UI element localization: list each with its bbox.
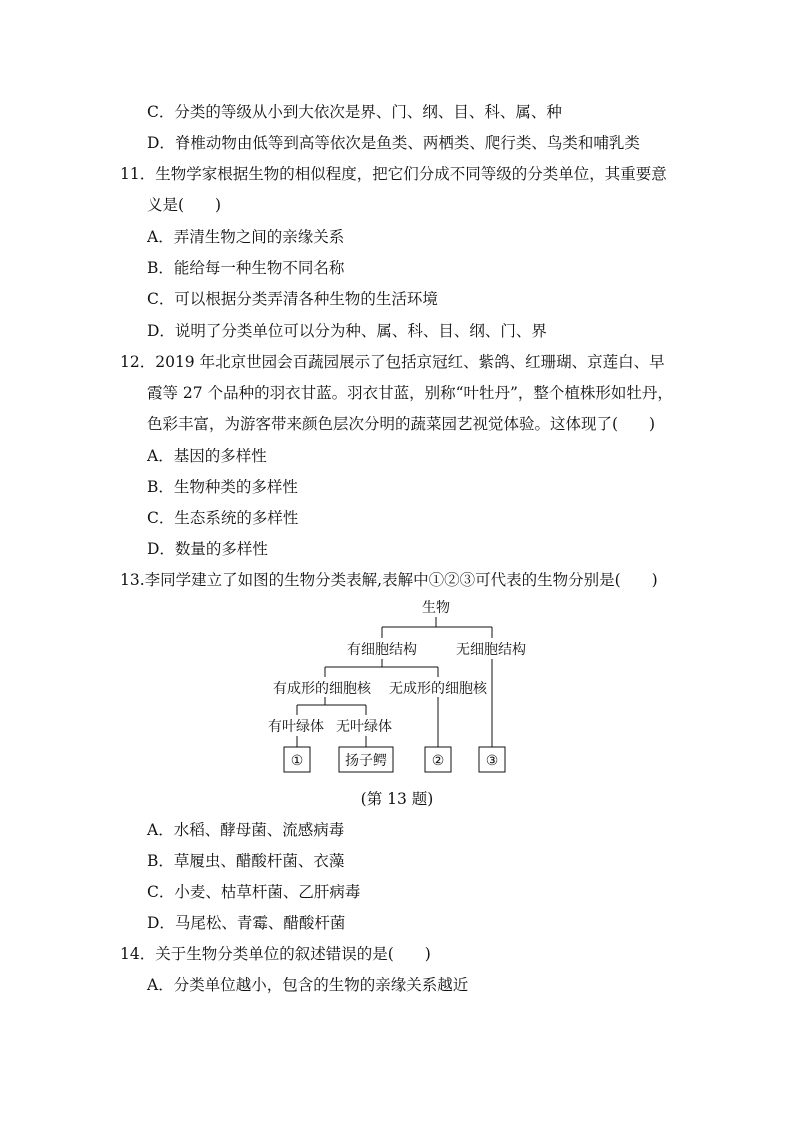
box-example: 扬子鳄 [345, 753, 387, 769]
node-chloro: 有叶绿体 [268, 719, 324, 735]
node-nonucleus: 无成形的细胞核 [389, 681, 487, 697]
q13-option-c: C．小麦、枯草杆菌、乙肝病毒 [147, 883, 361, 901]
q14-option-a: A．分类单位越小，包含的生物的亲缘关系越近 [147, 976, 469, 994]
q11-option-a: A．弄清生物之间的亲缘关系 [147, 228, 345, 246]
option-c-prev: C．分类的等级从小到大依次是界、门、纲、目、科、属、种 [147, 103, 562, 121]
q11-stem-line1: 11．生物学家根据生物的相似程度，把它们分成不同等级的分类单位，其重要意 [120, 165, 667, 183]
q12-stem-line2: 霞等 27 个品种的羽衣甘蓝。羽衣甘蓝，别称“叶牡丹”，整个植株形如牡丹， [147, 384, 673, 402]
q12-stem-line1: 12．2019 年北京世园会百蔬园展示了包括京冠红、紫鸽、红珊瑚、京莲白、早 [120, 353, 665, 371]
q13-stem: 13.李同学建立了如图的生物分类表解,表解中①②③可代表的生物分别是( ) [120, 571, 658, 589]
classification-diagram [0, 590, 794, 780]
node-nucleus: 有成形的细胞核 [273, 681, 371, 697]
q14-stem: 14．关于生物分类单位的叙述错误的是( ) [120, 945, 431, 963]
node-cell: 有细胞结构 [347, 642, 417, 658]
node-nocell: 无细胞结构 [456, 642, 526, 658]
q12-option-a: A．基因的多样性 [147, 447, 267, 465]
box-1: ① [290, 753, 304, 769]
q13-option-b: B．草履虫、醋酸杆菌、衣藻 [147, 852, 345, 870]
q11-option-c: C．可以根据分类弄清各种生物的生活环境 [147, 290, 438, 308]
q12-stem-line3: 色彩丰富，为游客带来颜色层次分明的蔬菜园艺视觉体验。这体现了( ) [147, 415, 656, 433]
q13-option-a: A．水稻、酵母菌、流感病毒 [147, 821, 345, 839]
q11-option-d: D．说明了分类单位可以分为种、属、科、目、纲、门、界 [147, 322, 547, 340]
q13-option-d: D．马尾松、青霉、醋酸杆菌 [147, 914, 346, 932]
node-nochloro: 无叶绿体 [336, 719, 392, 735]
q12-option-b: B．生物种类的多样性 [147, 478, 298, 496]
node-root: 生物 [422, 600, 450, 616]
q11-stem-line2: 义是( ) [147, 196, 222, 214]
box-2: ② [431, 753, 445, 769]
q12-option-d: D．数量的多样性 [147, 540, 268, 558]
q11-option-b: B．能给每一种生物不同名称 [147, 259, 345, 277]
box-3: ③ [485, 753, 499, 769]
option-d-prev: D．脊椎动物由低等到高等依次是鱼类、两栖类、爬行类、鸟类和哺乳类 [147, 134, 640, 152]
q12-option-c: C．生态系统的多样性 [147, 509, 299, 527]
figure-caption: (第 13 题) [360, 790, 434, 808]
